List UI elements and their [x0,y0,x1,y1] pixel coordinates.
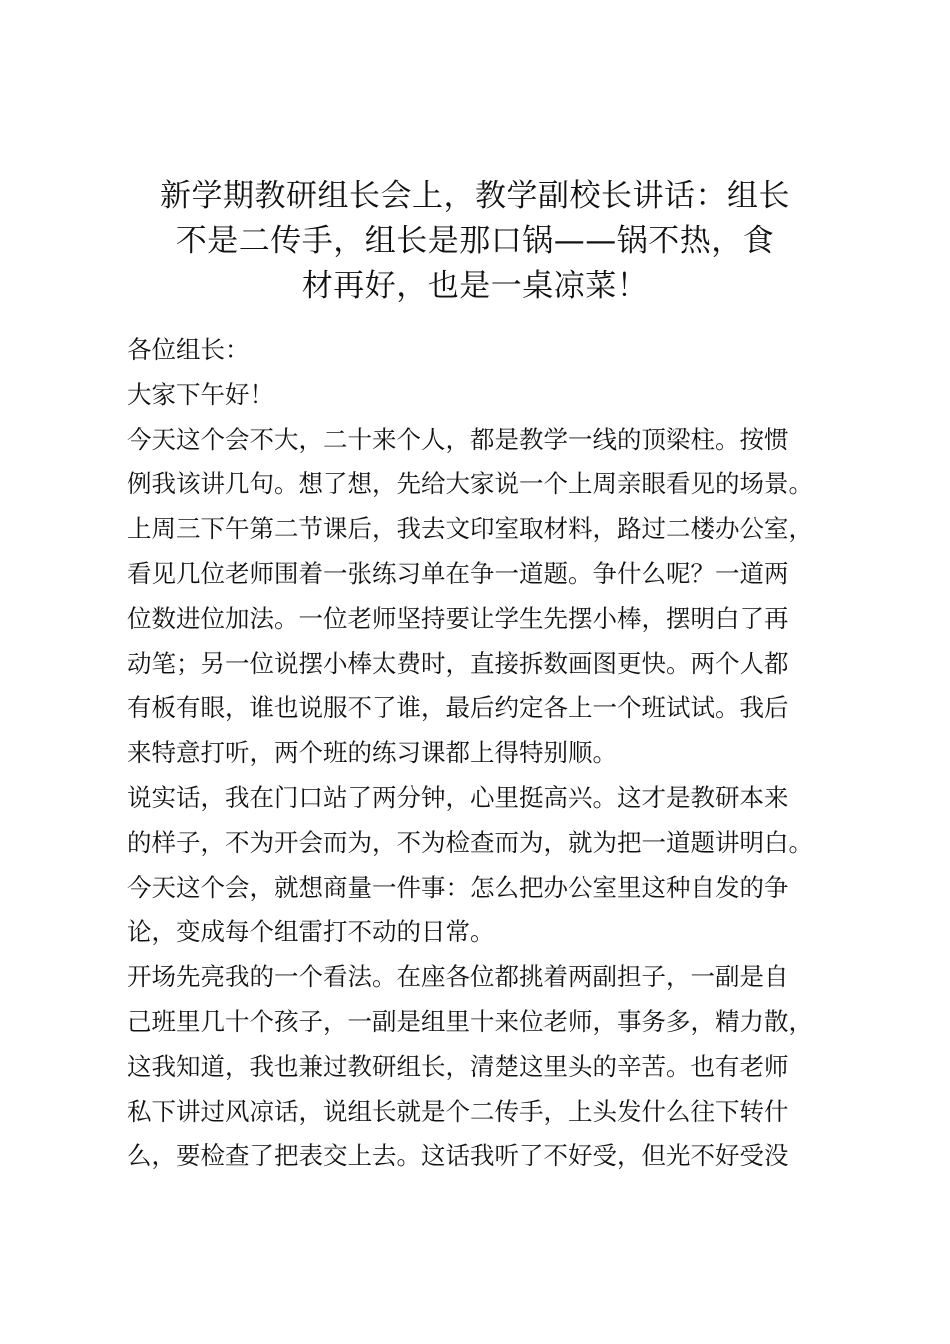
body-line: 私下讲过风凉话，说组长就是个二传手，上头发什么往下转什 [127,1096,789,1126]
body-line: 有板有眼，谁也说服不了谁，最后约定各上一个班试试。我后 [127,693,789,723]
body-line: 这我知道，我也兼过教研组长，清楚这里头的辛苦。也有老师 [127,1051,789,1081]
body-line: 来特意打听，两个班的练习课都上得特别顺。 [127,738,617,768]
title-line-2: 不是二传手，组长是那口锅——锅不热，食 [175,222,775,259]
body-line: 论，变成每个组雷打不动的日常。 [127,917,495,947]
body-line: 今天这个会不大，二十来个人，都是教学一线的顶梁柱。按惯 [127,424,789,454]
body-line: 动笔；另一位说摆小棒太费时，直接拆数画图更快。两个人都 [127,648,789,678]
body-line: 己班里几十个孩子，一副是组里十来位老师，事务多，精力散， [127,1006,813,1036]
body-line: 位数进位加法。一位老师坚持要让学生先摆小棒，摆明白了再 [127,603,789,633]
salutation: 各位组长： [127,335,250,364]
greeting: 大家下午好！ [127,379,274,409]
body-line: 的样子，不为开会而为，不为检查而为，就为把一道题讲明白。 [127,827,813,857]
body-line: 开场先亮我的一个看法。在座各位都挑着两副担子，一副是自 [127,962,789,992]
body-line: 上周三下午第二节课后，我去文印室取材料，路过二楼办公室， [127,514,813,544]
body-line: 么，要检查了把表交上去。这话我听了不好受，但光不好受没 [127,1141,789,1171]
document-title [118,168,832,302]
body-line: 今天这个会，就想商量一件事：怎么把办公室里这种自发的争 [127,872,789,902]
body-line: 说实话，我在门口站了两分钟，心里挺高兴。这才是教研本来 [127,782,789,812]
title-line-3: 材再好，也是一桌凉菜！ [301,267,649,304]
title-line-1: 新学期教研组长会上，教学副校长讲话：组长 [160,178,790,214]
document-body [127,328,867,1179]
body-line: 看见几位老师围着一张练习单在争一道题。争什么呢？一道两 [127,558,789,588]
body-line: 例我该讲几句。想了想，先给大家说一个上周亲眼看见的场景。 [127,469,813,499]
